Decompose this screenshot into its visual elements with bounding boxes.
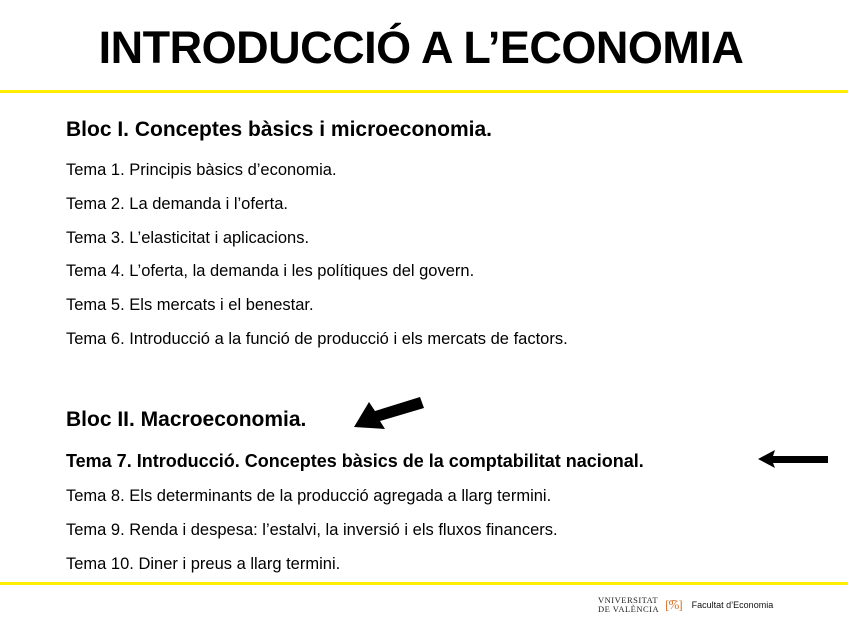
tema-2: Tema 2. La demanda i l’oferta. [66, 195, 288, 213]
tema-6: Tema 6. Introducció a la funció de producció i els mercats de factors. [66, 330, 568, 348]
bloc-2-heading: Bloc II. Macroeconomia. [66, 408, 307, 431]
university-mark: [͡%] [665, 597, 682, 612]
tema-7-highlighted: Tema 7. Introducció. Conceptes bàsics de la comptabilitat nacional. [66, 451, 644, 471]
top-rule [0, 90, 848, 93]
tema-10: Tema 10. Diner i preus a llarg termini. [66, 555, 341, 573]
arrow-icon [352, 396, 426, 432]
bloc-1-heading: Bloc I. Conceptes bàsics i microeconomia. [66, 118, 492, 141]
bottom-rule [0, 582, 848, 585]
footer-logo [598, 594, 773, 616]
arrow-icon [757, 449, 829, 469]
university-name: VNIVERSITAT DE VALÈNCIA [598, 595, 660, 614]
page-title: INTRODUCCIÓ A L’ECONOMIA [98, 22, 744, 73]
tema-4: Tema 4. L’oferta, la demanda i les polítiques del govern. [66, 262, 475, 280]
tema-1: Tema 1. Principis bàsics d’economia. [66, 161, 337, 179]
tema-3: Tema 3. L’elasticitat i aplicacions. [66, 229, 310, 247]
faculty-name: Facultat d’Economia [691, 600, 774, 610]
tema-9: Tema 9. Renda i despesa: l’estalvi, la inversió i els fluxos financers. [66, 521, 558, 539]
tema-8: Tema 8. Els determinants de la producció agregada a llarg termini. [66, 487, 552, 505]
tema-5: Tema 5. Els mercats i el benestar. [66, 296, 314, 314]
